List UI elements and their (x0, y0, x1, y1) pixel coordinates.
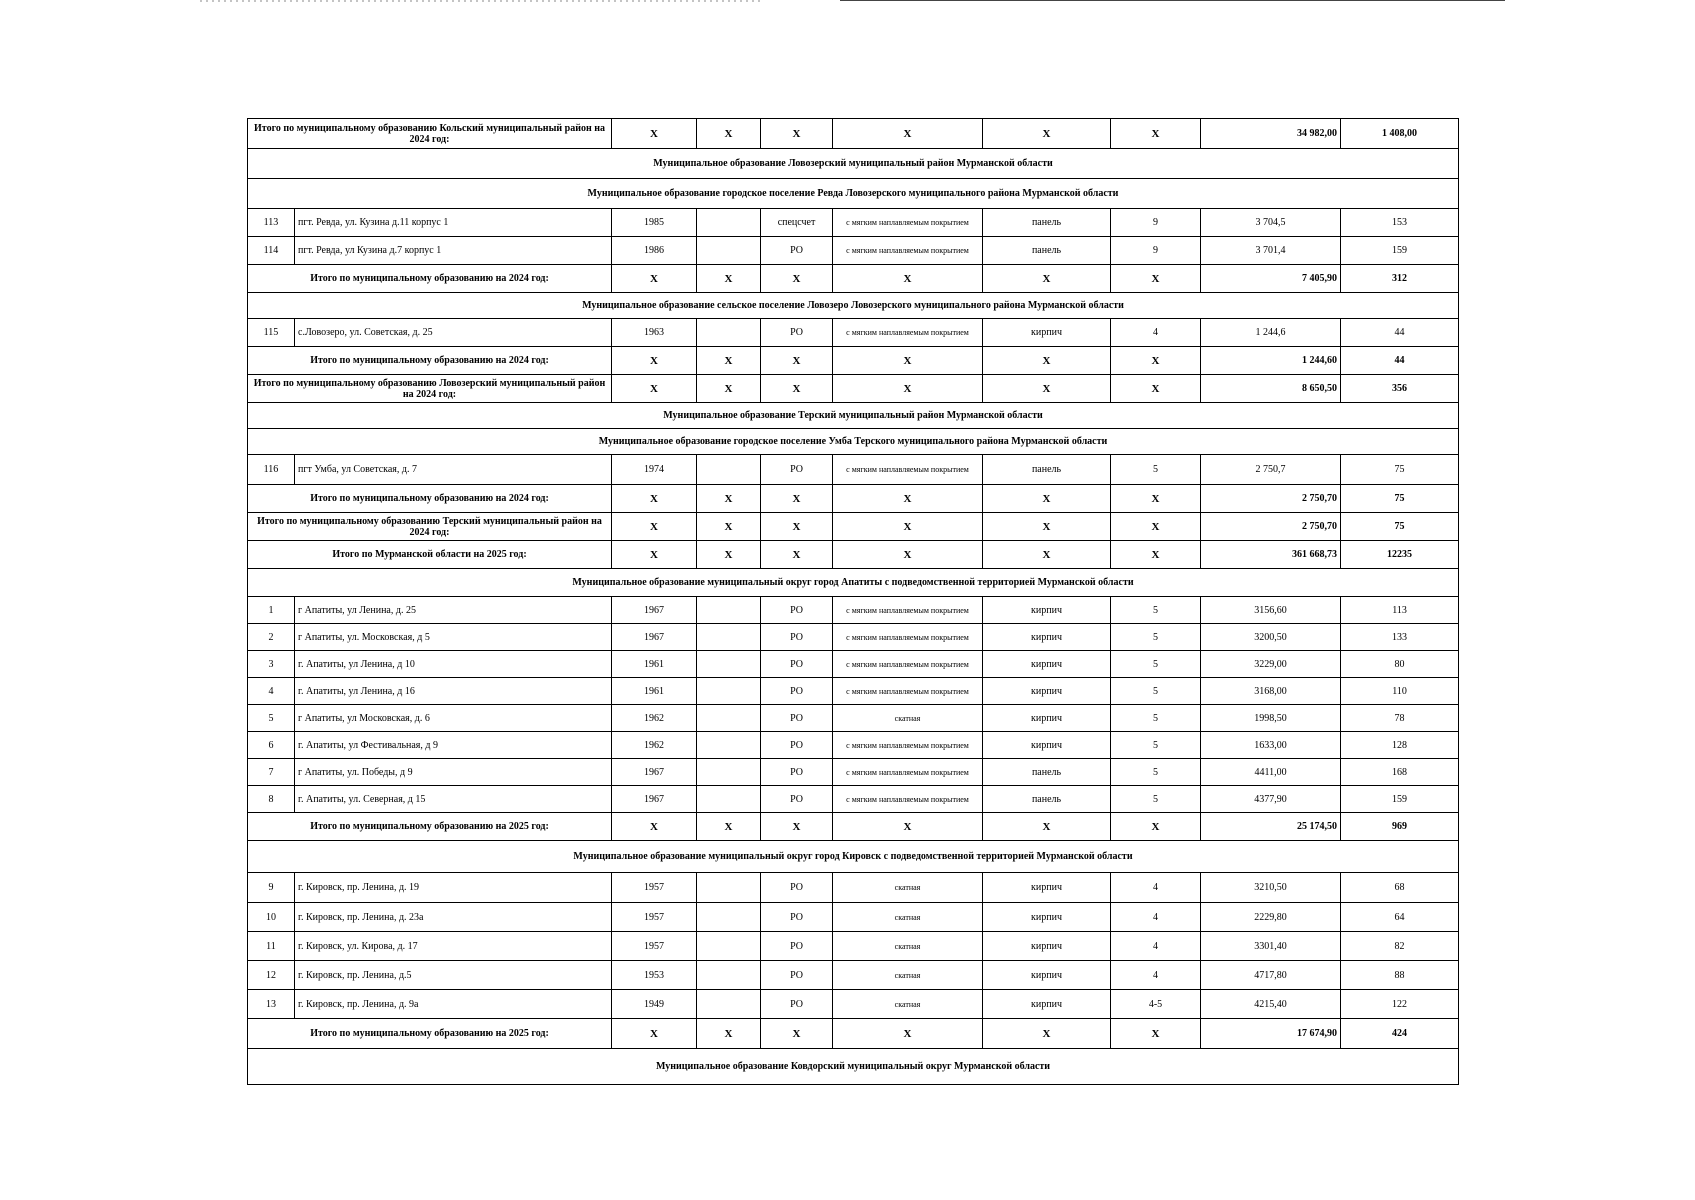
fund-account-cell: РО (761, 932, 833, 961)
total-area: 2 750,70 (1201, 485, 1341, 513)
wall-material-cell: кирпич (983, 903, 1111, 932)
wall-material-cell: кирпич (983, 705, 1111, 732)
wall-material-cell: кирпич (983, 651, 1111, 678)
floors-cell: 5 (1111, 786, 1201, 813)
empty-cell (697, 597, 761, 624)
empty-cell (697, 732, 761, 759)
wall-material-cell: панель (983, 237, 1111, 265)
table-row (248, 237, 1459, 265)
fund-account-cell: РО (761, 678, 833, 705)
x-mark: X (983, 813, 1111, 841)
x-mark: X (612, 813, 697, 841)
area-cell: 3 701,4 (1201, 237, 1341, 265)
area-cell: 3229,00 (1201, 651, 1341, 678)
fund-account-cell: РО (761, 237, 833, 265)
floors-cell: 5 (1111, 678, 1201, 705)
residents-cell: 128 (1341, 732, 1459, 759)
residents-cell: 159 (1341, 237, 1459, 265)
x-mark: X (612, 513, 697, 541)
row-number: 2 (248, 624, 295, 651)
scan-edge-dots (200, 0, 760, 2)
wall-material-cell: панель (983, 455, 1111, 485)
x-mark: X (697, 513, 761, 541)
year-built-cell: 1961 (612, 678, 697, 705)
section-title: Муниципальное образование городское поселение Умба Терского муниципального района Мурманской области (248, 429, 1459, 455)
floors-cell: 4 (1111, 903, 1201, 932)
area-cell: 1998,50 (1201, 705, 1341, 732)
year-built-cell: 1962 (612, 732, 697, 759)
row-number: 113 (248, 209, 295, 237)
total-residents: 75 (1341, 485, 1459, 513)
x-mark: X (761, 1019, 833, 1049)
fund-account-cell: РО (761, 990, 833, 1019)
x-mark: X (1111, 485, 1201, 513)
x-mark: X (833, 375, 983, 403)
address-cell: с.Ловозеро, ул. Советская, д. 25 (295, 319, 612, 347)
x-mark: X (833, 1019, 983, 1049)
section-title: Муниципальное образование Ловозерский муниципальный район Мурманской области (248, 149, 1459, 179)
x-mark: X (761, 541, 833, 569)
roof-type-cell: с мягким наплавляемым покрытием (833, 786, 983, 813)
year-built-cell: 1967 (612, 597, 697, 624)
x-mark: X (761, 375, 833, 403)
address-cell: г. Кировск, ул. Кирова, д. 17 (295, 932, 612, 961)
roof-type-cell: скатная (833, 990, 983, 1019)
residents-cell: 82 (1341, 932, 1459, 961)
x-mark: X (697, 265, 761, 293)
empty-cell (697, 705, 761, 732)
section-title: Муниципальное образование Терский муниципальный район Мурманской области (248, 403, 1459, 429)
address-cell: г Апатиты, ул. Победы, д 9 (295, 759, 612, 786)
x-mark: X (612, 347, 697, 375)
total-label: Итого по муниципальному образованию на 2024 год: (248, 485, 612, 513)
x-mark: X (697, 119, 761, 149)
total-residents: 44 (1341, 347, 1459, 375)
year-built-cell: 1961 (612, 651, 697, 678)
row-number: 3 (248, 651, 295, 678)
address-cell: г. Кировск, пр. Ленина, д. 19 (295, 873, 612, 903)
area-cell: 4377,90 (1201, 786, 1341, 813)
total-area: 1 244,60 (1201, 347, 1341, 375)
residents-cell: 68 (1341, 873, 1459, 903)
empty-cell (697, 932, 761, 961)
floors-cell: 5 (1111, 455, 1201, 485)
floors-cell: 9 (1111, 237, 1201, 265)
x-mark: X (761, 119, 833, 149)
total-row (248, 265, 1459, 293)
address-cell: г. Кировск, пр. Ленина, д. 9а (295, 990, 612, 1019)
total-label: Итого по муниципальному образованию на 2025 год: (248, 813, 612, 841)
floors-cell: 5 (1111, 759, 1201, 786)
residents-cell: 122 (1341, 990, 1459, 1019)
scan-edge-line (840, 0, 1505, 1)
empty-cell (697, 651, 761, 678)
area-cell: 1633,00 (1201, 732, 1341, 759)
year-built-cell: 1967 (612, 759, 697, 786)
total-row (248, 375, 1459, 403)
x-mark: X (833, 119, 983, 149)
roof-type-cell: с мягким наплавляемым покрытием (833, 237, 983, 265)
area-cell: 4411,00 (1201, 759, 1341, 786)
x-mark: X (1111, 813, 1201, 841)
floors-cell: 5 (1111, 732, 1201, 759)
address-cell: пгт. Ревда, ул Кузина д.7 корпус 1 (295, 237, 612, 265)
total-area: 361 668,73 (1201, 541, 1341, 569)
total-residents: 356 (1341, 375, 1459, 403)
fund-account-cell: РО (761, 732, 833, 759)
wall-material-cell: панель (983, 759, 1111, 786)
empty-cell (697, 961, 761, 990)
address-cell: пгт. Ревда, ул. Кузина д.11 корпус 1 (295, 209, 612, 237)
area-cell: 3210,50 (1201, 873, 1341, 903)
empty-cell (697, 624, 761, 651)
section-header-row (248, 429, 1459, 455)
row-number: 4 (248, 678, 295, 705)
row-number: 6 (248, 732, 295, 759)
x-mark: X (833, 513, 983, 541)
area-cell: 3200,50 (1201, 624, 1341, 651)
year-built-cell: 1974 (612, 455, 697, 485)
total-area: 8 650,50 (1201, 375, 1341, 403)
floors-cell: 5 (1111, 651, 1201, 678)
section-title: Муниципальное образование городское поселение Ревда Ловозерского муниципального района Мурманской области (248, 179, 1459, 209)
fund-account-cell: РО (761, 873, 833, 903)
table-row (248, 678, 1459, 705)
x-mark: X (761, 485, 833, 513)
empty-cell (697, 786, 761, 813)
x-mark: X (983, 119, 1111, 149)
total-area: 7 405,90 (1201, 265, 1341, 293)
residents-cell: 113 (1341, 597, 1459, 624)
residents-cell: 78 (1341, 705, 1459, 732)
row-number: 116 (248, 455, 295, 485)
x-mark: X (833, 813, 983, 841)
wall-material-cell: кирпич (983, 932, 1111, 961)
row-number: 8 (248, 786, 295, 813)
empty-cell (697, 237, 761, 265)
table-row (248, 759, 1459, 786)
fund-account-cell: РО (761, 903, 833, 932)
fund-account-cell: РО (761, 786, 833, 813)
empty-cell (697, 209, 761, 237)
table-row (248, 624, 1459, 651)
area-cell: 3301,40 (1201, 932, 1341, 961)
residents-cell: 88 (1341, 961, 1459, 990)
section-header-row (248, 149, 1459, 179)
fund-account-cell: РО (761, 961, 833, 990)
x-mark: X (983, 375, 1111, 403)
wall-material-cell: кирпич (983, 990, 1111, 1019)
x-mark: X (1111, 265, 1201, 293)
roof-type-cell: с мягким наплавляемым покрытием (833, 209, 983, 237)
x-mark: X (761, 813, 833, 841)
roof-type-cell: скатная (833, 961, 983, 990)
floors-cell: 5 (1111, 624, 1201, 651)
x-mark: X (983, 541, 1111, 569)
section-header-row (248, 179, 1459, 209)
roof-type-cell: скатная (833, 705, 983, 732)
x-mark: X (697, 541, 761, 569)
year-built-cell: 1957 (612, 932, 697, 961)
total-residents: 424 (1341, 1019, 1459, 1049)
x-mark: X (983, 485, 1111, 513)
total-label: Итого по муниципальному образованию на 2024 год: (248, 347, 612, 375)
residents-cell: 159 (1341, 786, 1459, 813)
address-cell: г Апатиты, ул Московская, д. 6 (295, 705, 612, 732)
address-cell: г. Апатиты, ул Фестивальная, д 9 (295, 732, 612, 759)
x-mark: X (1111, 347, 1201, 375)
fund-account-cell: спецсчет (761, 209, 833, 237)
address-cell: г. Апатиты, ул Ленина, д 16 (295, 678, 612, 705)
area-cell: 1 244,6 (1201, 319, 1341, 347)
table-row (248, 873, 1459, 903)
row-number: 11 (248, 932, 295, 961)
total-row (248, 813, 1459, 841)
wall-material-cell: кирпич (983, 873, 1111, 903)
x-mark: X (697, 1019, 761, 1049)
total-label: Итого по муниципальному образованию на 2025 год: (248, 1019, 612, 1049)
fund-account-cell: РО (761, 455, 833, 485)
year-built-cell: 1957 (612, 873, 697, 903)
section-title: Муниципальное образование Ковдорский муниципальный округ Мурманской области (248, 1049, 1459, 1085)
year-built-cell: 1962 (612, 705, 697, 732)
table-row (248, 786, 1459, 813)
total-residents: 75 (1341, 513, 1459, 541)
year-built-cell: 1963 (612, 319, 697, 347)
residents-cell: 133 (1341, 624, 1459, 651)
wall-material-cell: кирпич (983, 678, 1111, 705)
x-mark: X (983, 513, 1111, 541)
x-mark: X (612, 265, 697, 293)
year-built-cell: 1957 (612, 903, 697, 932)
total-label: Итого по муниципальному образованию на 2024 год: (248, 265, 612, 293)
area-cell: 2 750,7 (1201, 455, 1341, 485)
row-number: 9 (248, 873, 295, 903)
residents-cell: 44 (1341, 319, 1459, 347)
residents-cell: 153 (1341, 209, 1459, 237)
table-row (248, 209, 1459, 237)
year-built-cell: 1986 (612, 237, 697, 265)
total-area: 2 750,70 (1201, 513, 1341, 541)
roof-type-cell: с мягким наплавляемым покрытием (833, 732, 983, 759)
year-built-cell: 1967 (612, 786, 697, 813)
row-number: 1 (248, 597, 295, 624)
x-mark: X (697, 347, 761, 375)
address-cell: пгт Умба, ул Советская, д. 7 (295, 455, 612, 485)
row-number: 115 (248, 319, 295, 347)
wall-material-cell: панель (983, 786, 1111, 813)
total-residents: 12235 (1341, 541, 1459, 569)
x-mark: X (1111, 541, 1201, 569)
section-header-row (248, 1049, 1459, 1085)
x-mark: X (697, 485, 761, 513)
total-row (248, 347, 1459, 375)
total-residents: 312 (1341, 265, 1459, 293)
total-row (248, 485, 1459, 513)
table-body (248, 119, 1459, 1085)
section-title: Муниципальное образование сельское поселение Ловозеро Ловозерского муниципального района Мурманской области (248, 293, 1459, 319)
floors-cell: 4 (1111, 873, 1201, 903)
total-label: Итого по муниципальному образованию Ловозерский муниципальный район на 2024 год: (248, 375, 612, 403)
row-number: 13 (248, 990, 295, 1019)
x-mark: X (612, 375, 697, 403)
table-row (248, 705, 1459, 732)
row-number: 7 (248, 759, 295, 786)
total-area: 17 674,90 (1201, 1019, 1341, 1049)
x-mark: X (761, 513, 833, 541)
x-mark: X (612, 541, 697, 569)
total-label: Итого по муниципальному образованию Кольский муниципальный район на 2024 год: (248, 119, 612, 149)
table-row (248, 732, 1459, 759)
table-row (248, 319, 1459, 347)
area-cell: 4717,80 (1201, 961, 1341, 990)
residents-cell: 75 (1341, 455, 1459, 485)
floors-cell: 4 (1111, 319, 1201, 347)
x-mark: X (761, 347, 833, 375)
residents-cell: 110 (1341, 678, 1459, 705)
fund-account-cell: РО (761, 759, 833, 786)
total-residents: 969 (1341, 813, 1459, 841)
total-row (248, 1019, 1459, 1049)
total-area: 25 174,50 (1201, 813, 1341, 841)
table-row (248, 961, 1459, 990)
floors-cell: 4 (1111, 932, 1201, 961)
section-title: Муниципальное образование муниципальный округ город Апатиты с подведомственной территорией Мурманской области (248, 569, 1459, 597)
fund-account-cell: РО (761, 319, 833, 347)
section-header-row (248, 403, 1459, 429)
area-cell: 2229,80 (1201, 903, 1341, 932)
wall-material-cell: кирпич (983, 319, 1111, 347)
x-mark: X (612, 119, 697, 149)
section-header-row (248, 841, 1459, 873)
residents-cell: 64 (1341, 903, 1459, 932)
total-label: Итого по Мурманской области на 2025 год: (248, 541, 612, 569)
row-number: 12 (248, 961, 295, 990)
fund-account-cell: РО (761, 624, 833, 651)
address-cell: г Апатиты, ул Ленина, д. 25 (295, 597, 612, 624)
x-mark: X (983, 1019, 1111, 1049)
roof-type-cell: скатная (833, 932, 983, 961)
row-number: 114 (248, 237, 295, 265)
wall-material-cell: кирпич (983, 732, 1111, 759)
x-mark: X (833, 265, 983, 293)
empty-cell (697, 319, 761, 347)
x-mark: X (833, 347, 983, 375)
floors-cell: 9 (1111, 209, 1201, 237)
section-title: Муниципальное образование муниципальный округ город Кировск с подведомственной территорией Мурманской области (248, 841, 1459, 873)
year-built-cell: 1985 (612, 209, 697, 237)
fund-account-cell: РО (761, 705, 833, 732)
empty-cell (697, 759, 761, 786)
roof-type-cell: с мягким наплавляемым покрытием (833, 319, 983, 347)
empty-cell (697, 678, 761, 705)
floors-cell: 5 (1111, 705, 1201, 732)
residents-cell: 80 (1341, 651, 1459, 678)
address-cell: г. Кировск, пр. Ленина, д. 23а (295, 903, 612, 932)
row-number: 10 (248, 903, 295, 932)
x-mark: X (1111, 513, 1201, 541)
x-mark: X (833, 485, 983, 513)
year-built-cell: 1967 (612, 624, 697, 651)
total-area: 34 982,00 (1201, 119, 1341, 149)
residents-cell: 168 (1341, 759, 1459, 786)
x-mark: X (1111, 1019, 1201, 1049)
table-row (248, 903, 1459, 932)
table-row (248, 597, 1459, 624)
section-header-row (248, 569, 1459, 597)
empty-cell (697, 903, 761, 932)
fund-account-cell: РО (761, 651, 833, 678)
x-mark: X (697, 375, 761, 403)
roof-type-cell: с мягким наплавляемым покрытием (833, 624, 983, 651)
roof-type-cell: с мягким наплавляемым покрытием (833, 678, 983, 705)
wall-material-cell: панель (983, 209, 1111, 237)
floors-cell: 4 (1111, 961, 1201, 990)
area-cell: 3168,00 (1201, 678, 1341, 705)
table-row (248, 651, 1459, 678)
roof-type-cell: с мягким наплавляемым покрытием (833, 651, 983, 678)
wall-material-cell: кирпич (983, 961, 1111, 990)
area-cell: 4215,40 (1201, 990, 1341, 1019)
floors-cell: 5 (1111, 597, 1201, 624)
roof-type-cell: с мягким наплавляемым покрытием (833, 455, 983, 485)
area-cell: 3156,60 (1201, 597, 1341, 624)
roof-type-cell: с мягким наплавляемым покрытием (833, 597, 983, 624)
x-mark: X (697, 813, 761, 841)
table-row (248, 990, 1459, 1019)
table-row (248, 932, 1459, 961)
x-mark: X (1111, 119, 1201, 149)
address-cell: г. Кировск, пр. Ленина, д.5 (295, 961, 612, 990)
roof-type-cell: скатная (833, 873, 983, 903)
x-mark: X (1111, 375, 1201, 403)
wall-material-cell: кирпич (983, 624, 1111, 651)
fund-account-cell: РО (761, 597, 833, 624)
address-cell: г Апатиты, ул. Московская, д 5 (295, 624, 612, 651)
x-mark: X (761, 265, 833, 293)
total-label: Итого по муниципальному образованию Терский муниципальный район на 2024 год: (248, 513, 612, 541)
year-built-cell: 1949 (612, 990, 697, 1019)
total-row (248, 119, 1459, 149)
empty-cell (697, 990, 761, 1019)
total-residents: 1 408,00 (1341, 119, 1459, 149)
empty-cell (697, 455, 761, 485)
x-mark: X (833, 541, 983, 569)
address-cell: г. Апатиты, ул. Северная, д 15 (295, 786, 612, 813)
area-cell: 3 704,5 (1201, 209, 1341, 237)
total-row (248, 513, 1459, 541)
table-row (248, 455, 1459, 485)
row-number: 5 (248, 705, 295, 732)
roof-type-cell: скатная (833, 903, 983, 932)
x-mark: X (612, 1019, 697, 1049)
x-mark: X (612, 485, 697, 513)
wall-material-cell: кирпич (983, 597, 1111, 624)
floors-cell: 4-5 (1111, 990, 1201, 1019)
housing-repair-table (247, 118, 1459, 1085)
year-built-cell: 1953 (612, 961, 697, 990)
section-header-row (248, 293, 1459, 319)
roof-type-cell: с мягким наплавляемым покрытием (833, 759, 983, 786)
empty-cell (697, 873, 761, 903)
x-mark: X (983, 265, 1111, 293)
total-row (248, 541, 1459, 569)
address-cell: г. Апатиты, ул Ленина, д 10 (295, 651, 612, 678)
x-mark: X (983, 347, 1111, 375)
